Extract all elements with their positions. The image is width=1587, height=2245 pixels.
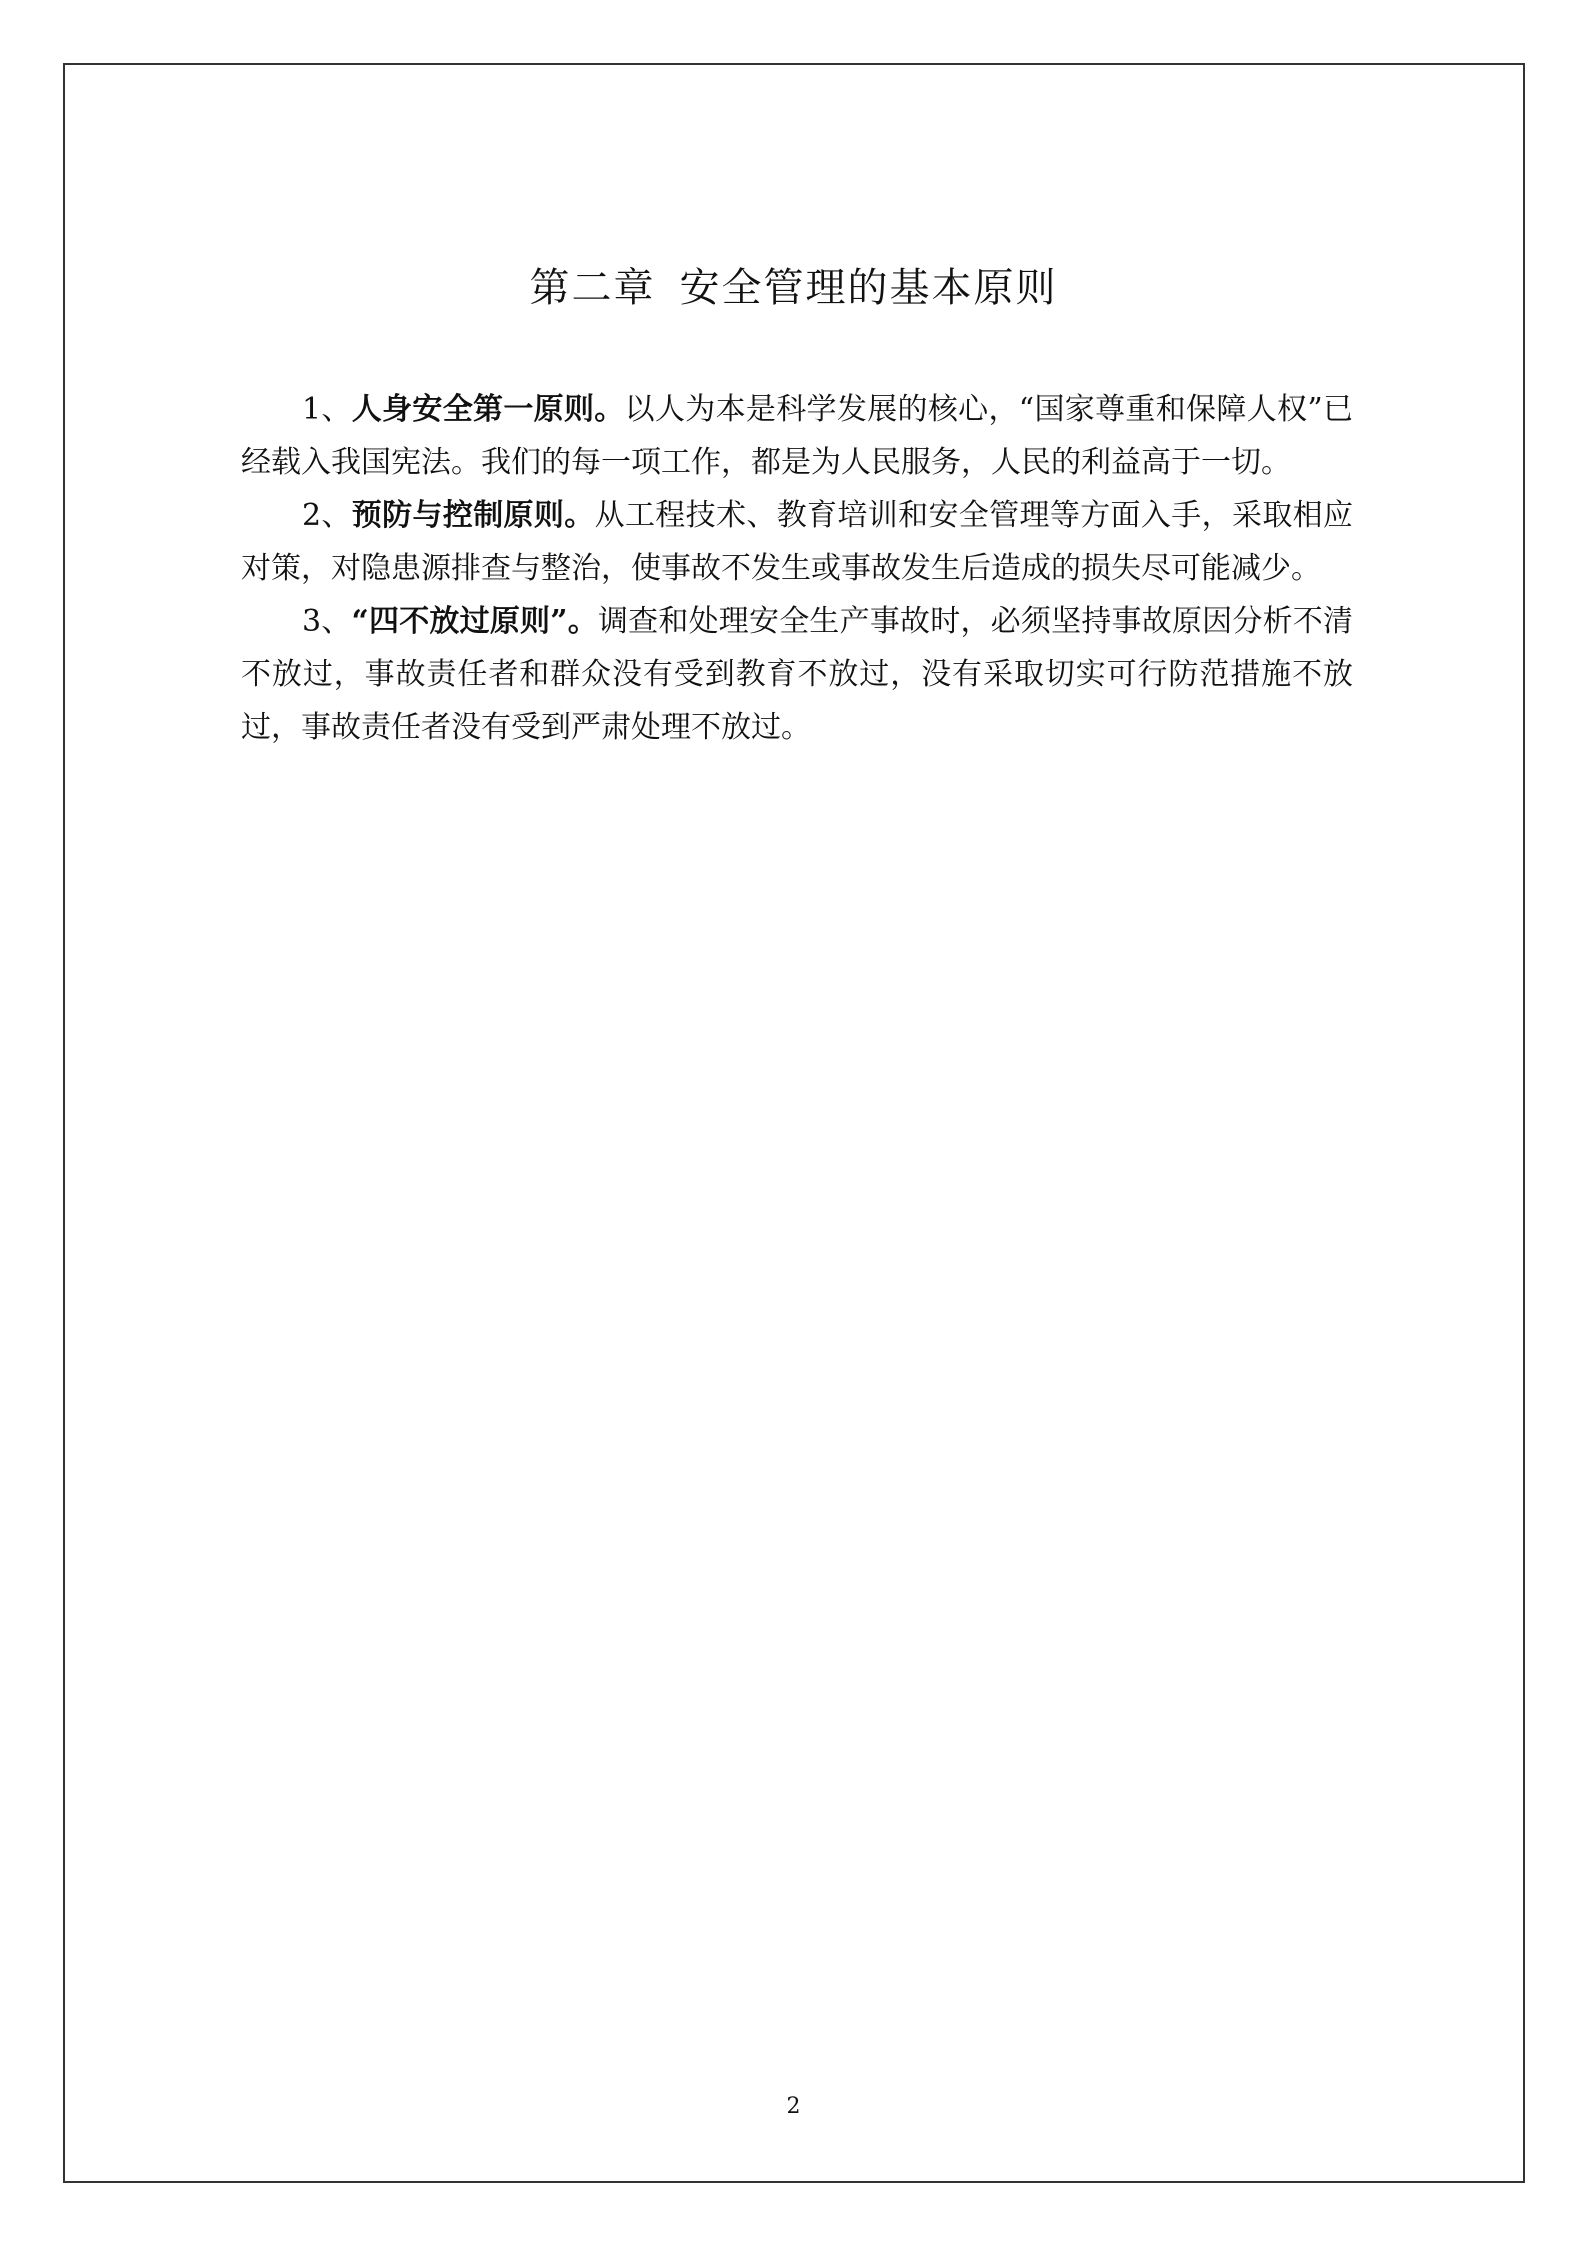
paragraph-number: 2、	[302, 498, 352, 533]
chapter-number: 第二章	[529, 265, 656, 311]
paragraph-text: 以人为本是科学发展的核心，“国家尊重和保障人权”已经载入我国宪法。我们的每一项工作，都是为人民服务，人民的利益高于一切。	[241, 392, 1353, 480]
paragraph-text: 调查和处理安全生产事故时，必须坚持事故原因分析不清不放过，事故责任者和群众没有受到教育不放过，没有采取切实可行防范措施不放过，事故责任者没有受到严肃处理不放过。	[241, 604, 1354, 745]
paragraph-number: 3、	[302, 604, 352, 639]
paragraph-text: 从工程技术、教育培训和安全管理等方面入手，采取相应对策，对隐患源排查与整治，使事故不发生或事故发生后造成的损失尽可能减少。	[241, 498, 1354, 586]
page-border	[63, 63, 1525, 2183]
principle-paragraph-3	[241, 595, 1353, 754]
chapter-title	[0, 258, 1587, 318]
principle-paragraph-2	[241, 489, 1353, 595]
principle-paragraph-1	[241, 383, 1353, 489]
paragraph-lead: “四不放过原则”。	[351, 604, 598, 639]
chapter-heading: 安全管理的基本原则	[679, 265, 1058, 311]
paragraph-lead: 人身安全第一原则。	[351, 392, 625, 427]
body-text	[241, 383, 1353, 754]
paragraph-lead: 预防与控制原则。	[351, 498, 595, 533]
paragraph-number: 1、	[302, 392, 352, 427]
page-number: 2	[786, 2094, 801, 2119]
